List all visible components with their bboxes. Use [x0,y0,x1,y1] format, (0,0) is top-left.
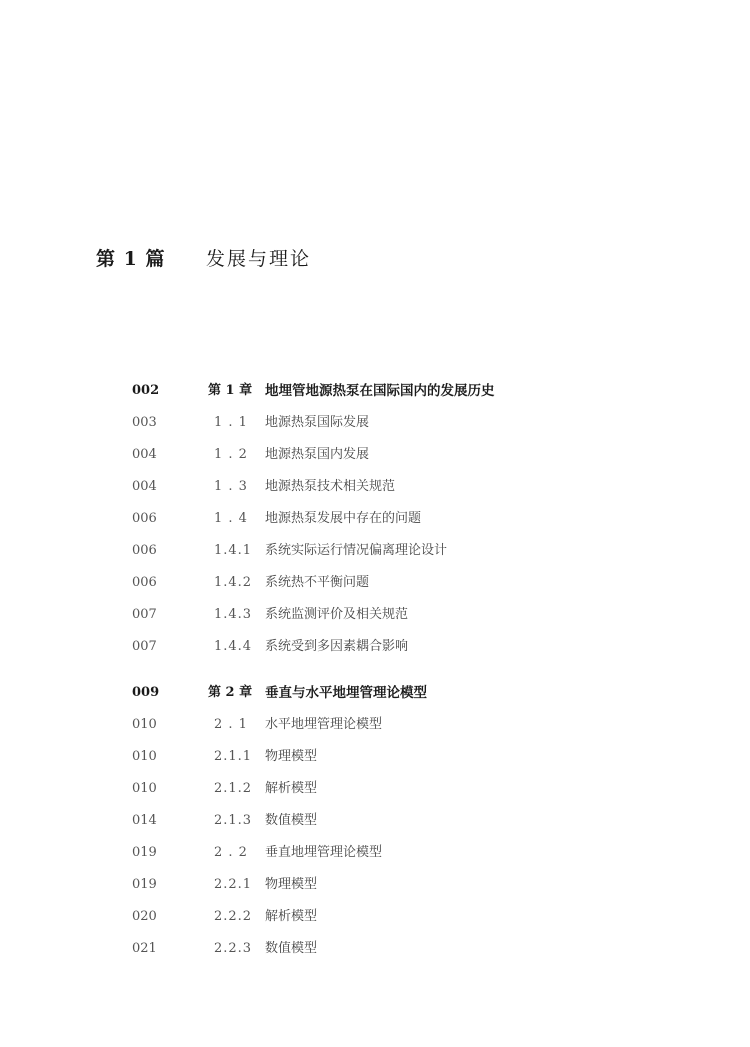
chapter-row[interactable] [132,680,692,712]
page-number: 014 [132,813,157,828]
section-title: 解析模型 [265,909,318,924]
part-number: 第 1 篇 [96,248,166,270]
part-title: 发展与理论 [206,248,312,270]
section-title: 水平地埋管理论模型 [265,717,383,732]
chapter-1 [132,378,692,666]
section-row[interactable] [132,744,692,776]
section-title: 系统监测评价及相关规范 [265,607,409,622]
section-number: 2.2.3 [214,941,253,956]
page-number: 020 [132,909,157,924]
section-number: 2.2.2 [214,909,253,924]
section-number: 1.4.4 [214,639,253,654]
section-row[interactable] [132,602,692,634]
section-row[interactable] [132,712,692,744]
chapter-row[interactable] [132,378,692,410]
chapter-number: 第 1 章 [208,383,253,398]
section-title: 系统受到多因素耦合影响 [265,639,409,654]
section-row[interactable] [132,634,692,666]
section-title: 地源热泵国际发展 [265,415,370,430]
section-number: 1 . 3 [214,479,248,494]
page-number: 004 [132,447,157,462]
page-number: 006 [132,511,157,526]
page-number: 010 [132,781,157,796]
section-row[interactable] [132,936,692,968]
section-row[interactable] [132,474,692,506]
section-number: 2.1.2 [214,781,253,796]
table-of-contents [132,378,692,968]
section-number: 2 . 2 [214,845,248,860]
page-number: 003 [132,415,157,430]
section-title: 地源热泵国内发展 [265,447,370,462]
section-number: 2.1.3 [214,813,253,828]
section-number: 2.2.1 [214,877,253,892]
section-number: 1.4.3 [214,607,253,622]
section-row[interactable] [132,506,692,538]
page-number: 002 [132,383,160,398]
page-number: 007 [132,607,157,622]
chapter-2 [132,680,692,968]
section-number: 1.4.1 [214,543,253,558]
chapter-number: 第 2 章 [208,685,253,700]
page-number: 019 [132,877,157,892]
section-title: 垂直地埋管理论模型 [265,845,383,860]
section-number: 1 . 2 [214,447,248,462]
section-title: 物理模型 [265,749,318,764]
section-row[interactable] [132,776,692,808]
section-number: 2.1.1 [214,749,253,764]
chapter-title: 垂直与水平地埋管理论模型 [265,685,427,701]
section-number: 1 . 4 [214,511,248,526]
section-title: 解析模型 [265,781,318,796]
page-number: 004 [132,479,157,494]
section-number: 1 . 1 [214,415,248,430]
section-title: 系统实际运行情况偏离理论设计 [265,543,448,558]
page-number: 006 [132,575,157,590]
section-title: 系统热不平衡问题 [265,575,370,590]
page-number: 010 [132,717,157,732]
section-row[interactable] [132,808,692,840]
section-title: 物理模型 [265,877,318,892]
section-row[interactable] [132,410,692,442]
section-row[interactable] [132,570,692,602]
section-row[interactable] [132,538,692,570]
page-number: 007 [132,639,157,654]
page-number: 021 [132,941,157,956]
page-number: 010 [132,749,157,764]
page-number: 009 [132,685,160,700]
section-row[interactable] [132,442,692,474]
section-title: 数值模型 [265,941,318,956]
chapter-title: 地埋管地源热泵在国际国内的发展历史 [265,383,495,399]
section-row[interactable] [132,872,692,904]
section-number: 2 . 1 [214,717,248,732]
part-heading [96,244,656,274]
page-number: 019 [132,845,157,860]
section-row[interactable] [132,904,692,936]
section-title: 地源热泵发展中存在的问题 [265,511,422,526]
section-number: 1.4.2 [214,575,253,590]
page-number: 006 [132,543,157,558]
section-row[interactable] [132,840,692,872]
section-title: 地源热泵技术相关规范 [265,479,396,494]
section-title: 数值模型 [265,813,318,828]
